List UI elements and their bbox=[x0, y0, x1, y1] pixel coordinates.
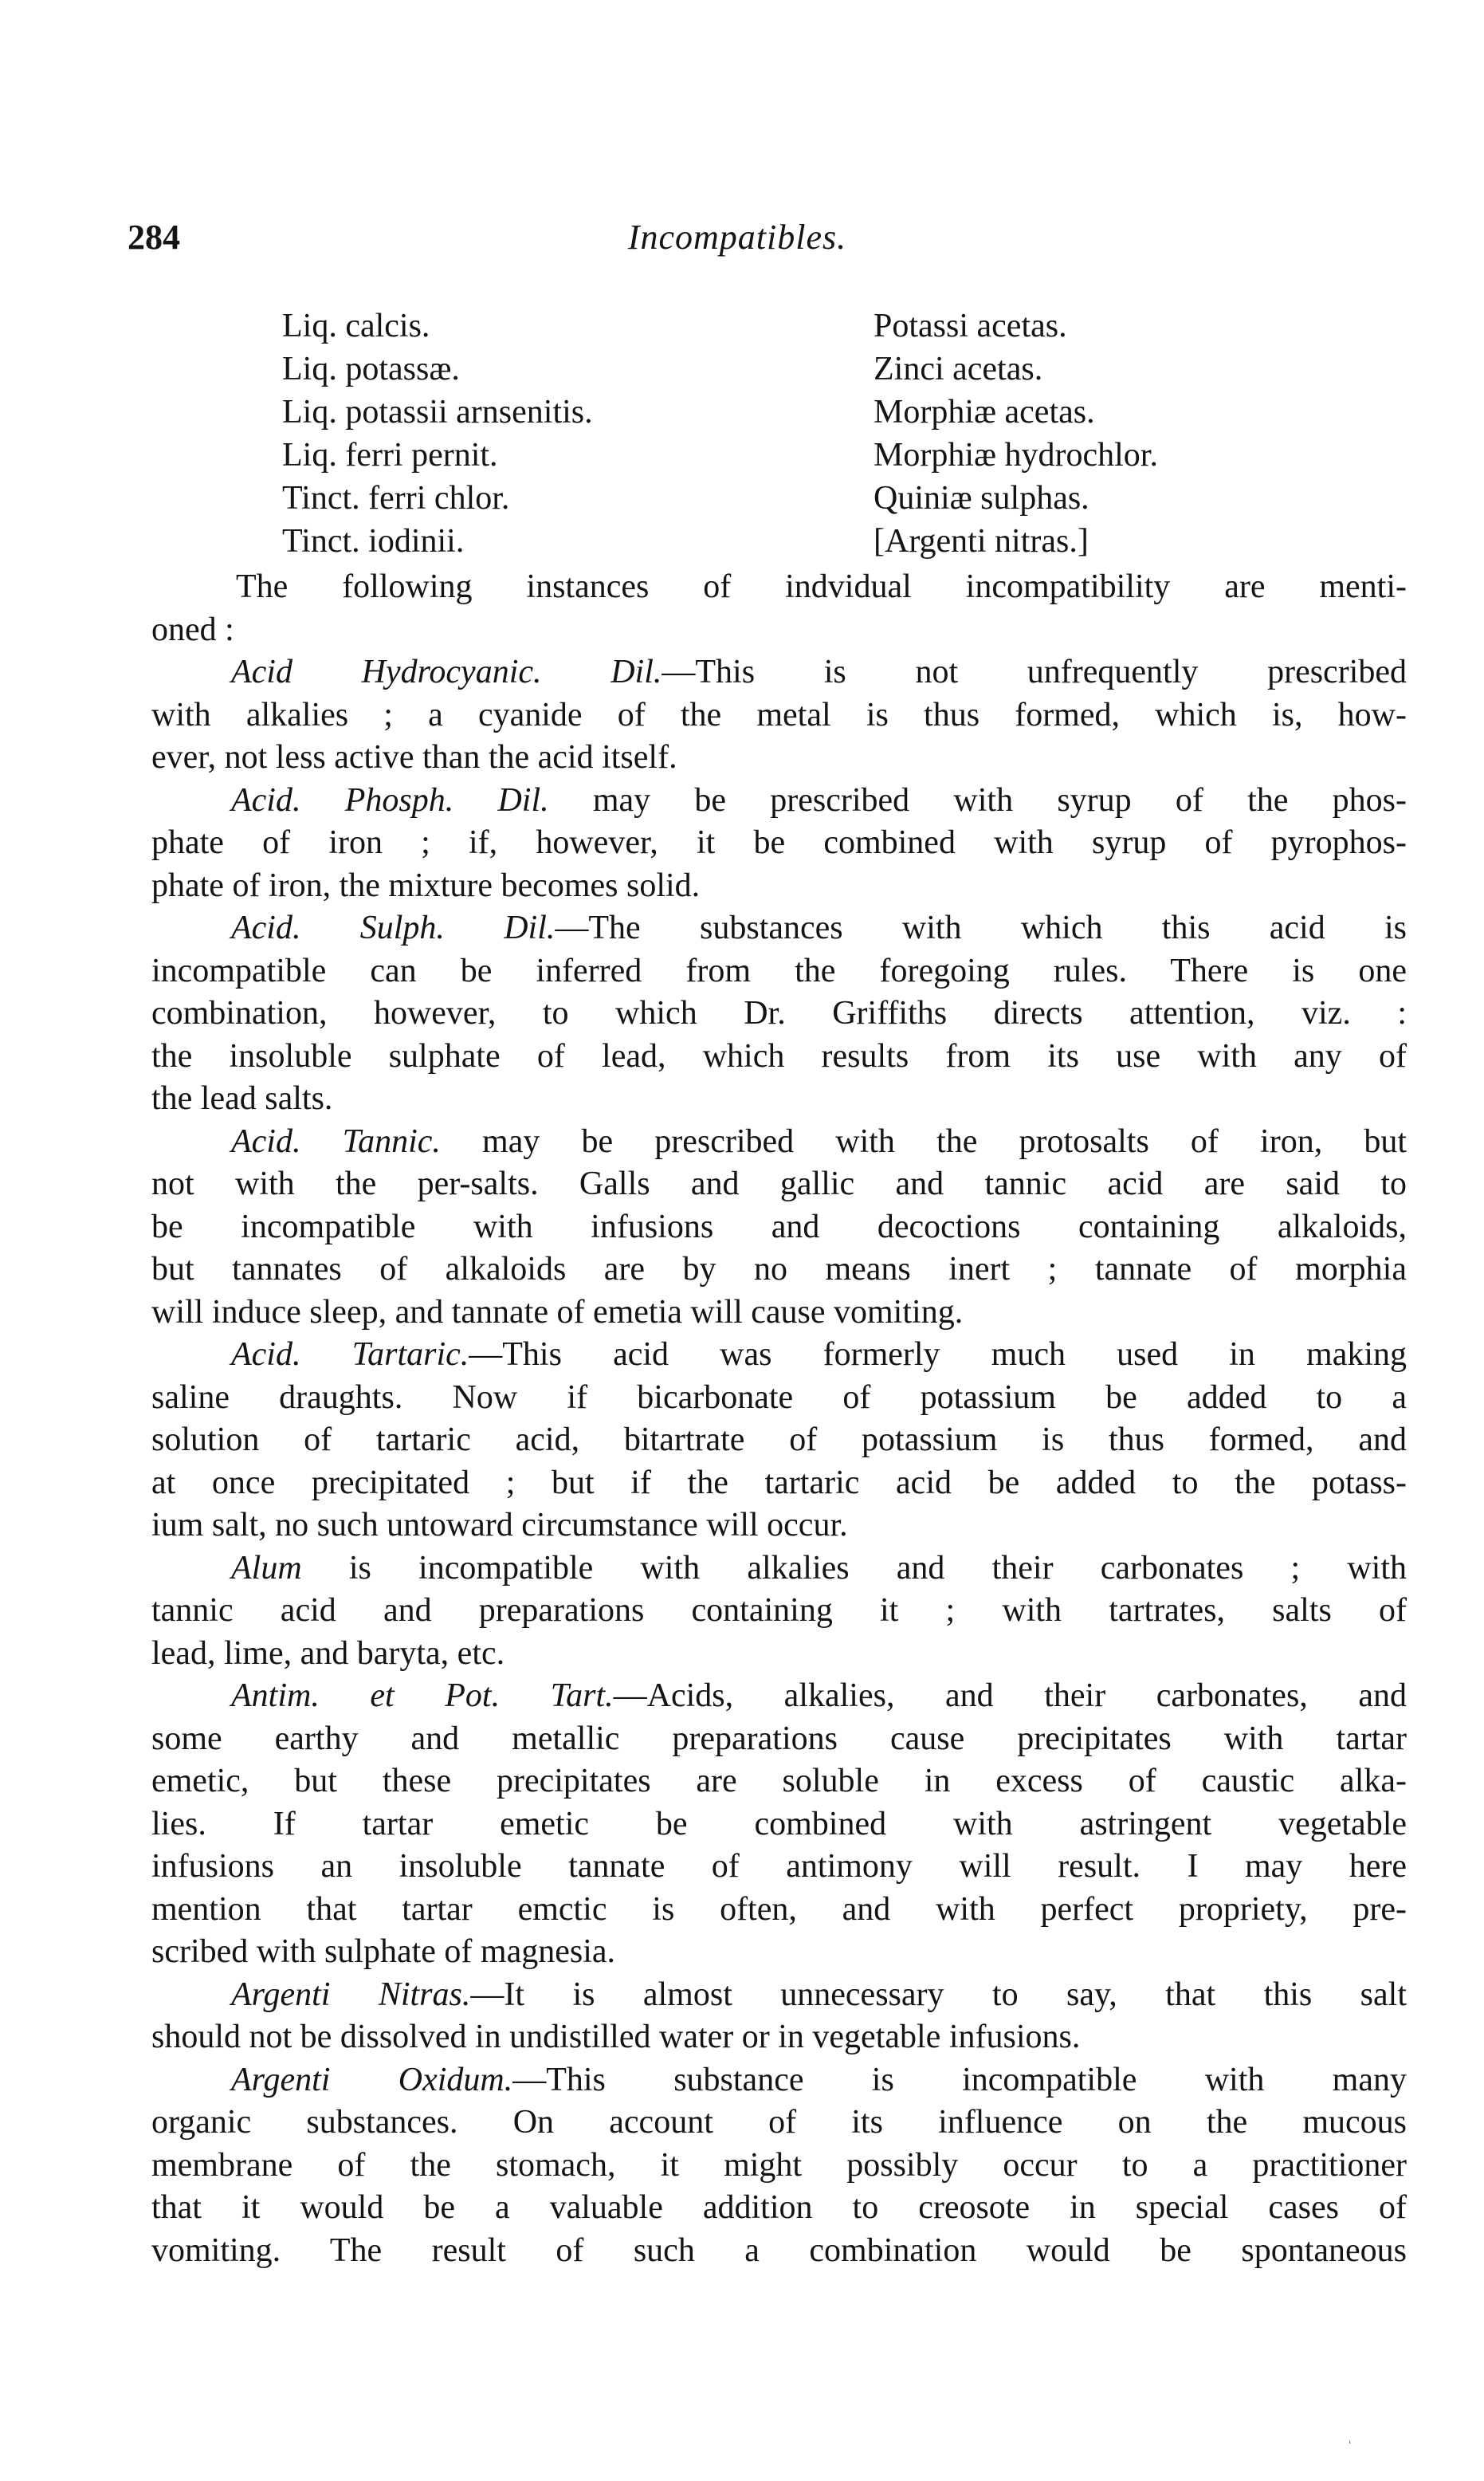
para-line: but tannates of alkaloids are by no means inert ; tannate of morphia bbox=[151, 1251, 1407, 1288]
drug-term: Alum bbox=[231, 1549, 302, 1587]
para-line bbox=[151, 1675, 1407, 1718]
para-line: some earthy and metallic preparations cause precipitates with tartar bbox=[151, 1720, 1407, 1757]
paragraph bbox=[151, 1675, 1407, 1974]
para-line: membrane of the stomach, it might possibly occur to a practitioner bbox=[151, 2146, 1407, 2184]
list-row bbox=[282, 305, 1334, 348]
body-text bbox=[151, 566, 1407, 2272]
page-header bbox=[128, 217, 1347, 273]
list-item-left: Liq. ferri pernit. bbox=[282, 437, 498, 474]
para-line bbox=[151, 2059, 1407, 2102]
para-lead-text: may be prescribed with syrup of the phos- bbox=[548, 781, 1407, 819]
paragraph bbox=[151, 2059, 1407, 2273]
para-line: ium salt, no such untoward circumstance will occur. bbox=[151, 1507, 848, 1543]
para-line: lies. If tartar emetic be combined with astringent vegetable bbox=[151, 1805, 1407, 1842]
para-line: will induce sleep, and tannate of emetia will cause vomiting. bbox=[151, 1293, 964, 1331]
para-lead-text: —This is not unfrequently prescribed bbox=[662, 654, 1407, 690]
drug-term: Argenti Oxidum. bbox=[231, 2061, 513, 2098]
para-line: The following instances of indvidual incompatibility are menti- bbox=[236, 568, 1407, 605]
para-lead-text: may be prescribed with the protosalts of iron, but bbox=[440, 1123, 1407, 1160]
list-item-left: Tinct. iodinii. bbox=[282, 523, 465, 560]
stray-mark: ˌ bbox=[1347, 2424, 1353, 2444]
para-line bbox=[151, 651, 1407, 694]
para-lead-text: —Acids, alkalies, and their carbonates, and bbox=[613, 1677, 1407, 1714]
drug-term: Acid Hydrocyanic. Dil. bbox=[231, 654, 662, 690]
list-item-left: Liq. potassii arnsenitis. bbox=[282, 394, 593, 431]
para-line: with alkalies ; a cyanide of the metal is thus formed, which is, how- bbox=[151, 696, 1407, 733]
para-line: infusions an insoluble tannate of antimony will result. I may here bbox=[151, 1848, 1407, 1885]
para-lead-text: —The substances with which this acid is bbox=[555, 910, 1407, 946]
para-line bbox=[151, 1547, 1407, 1590]
para-line: at once precipitated ; but if the tartaric acid be added to the potass- bbox=[151, 1464, 1407, 1501]
list-item-right: Morphiæ acetas. bbox=[874, 394, 1095, 431]
para-line: incompatible can be inferred from the foregoing rules. There is one bbox=[151, 952, 1407, 989]
para-line: lead, lime, and baryta, etc. bbox=[151, 1634, 505, 1672]
para-line bbox=[151, 1121, 1407, 1164]
paragraph bbox=[151, 1974, 1407, 2059]
list-item-right: Quiniæ sulphas. bbox=[874, 480, 1089, 517]
para-line bbox=[151, 907, 1407, 950]
para-line: be incompatible with infusions and decoctions containing alkaloids, bbox=[151, 1208, 1407, 1245]
page-number: 284 bbox=[128, 218, 180, 257]
list-row bbox=[282, 391, 1334, 434]
para-line: solution of tartaric acid, bitartrate of potassium is thus formed, and bbox=[151, 1421, 1407, 1458]
para-line bbox=[151, 1334, 1407, 1377]
list-item-right: Zinci acetas. bbox=[874, 351, 1043, 387]
para-line: that it would be a valuable addition to creosote in special cases of bbox=[151, 2189, 1407, 2226]
list-row bbox=[282, 477, 1334, 520]
paragraph bbox=[151, 1121, 1407, 1335]
para-line: tannic acid and preparations containing it ; with tartrates, salts of bbox=[151, 1592, 1407, 1629]
drug-term: Acid. Tartaric. bbox=[231, 1336, 469, 1373]
list-item-right: Morphiæ hydrochlor. bbox=[874, 437, 1158, 474]
para-line: combination, however, to which Dr. Griffiths directs attention, viz. : bbox=[151, 995, 1407, 1032]
drug-term: Antim. et Pot. Tart. bbox=[231, 1677, 614, 1714]
para-line: phate of iron ; if, however, it be combined with syrup of pyrophos- bbox=[151, 824, 1407, 861]
paragraph bbox=[151, 780, 1407, 908]
para-line: emetic, but these precipitates are soluble in excess of caustic alka- bbox=[151, 1763, 1407, 1799]
running-title: Incompatibles. bbox=[627, 218, 847, 257]
drug-term: Acid. Phosph. Dil. bbox=[231, 781, 549, 819]
para-line: ever, not less active than the acid itself. bbox=[151, 739, 677, 776]
para-lead-text: —It is almost unnecessary to say, that this salt bbox=[470, 1976, 1407, 2013]
para-line: scribed with sulphate of magnesia. bbox=[151, 1933, 616, 1970]
drug-term: Argenti Nitras. bbox=[231, 1976, 471, 2013]
para-line: saline draughts. Now if bicarbonate of potassium be added to a bbox=[151, 1378, 1407, 1416]
paragraph bbox=[151, 1547, 1407, 1676]
list-row bbox=[282, 520, 1334, 563]
paragraph bbox=[151, 1334, 1407, 1547]
para-line: oned : bbox=[151, 611, 234, 648]
para-lead-text: —This acid was formerly much used in making bbox=[469, 1336, 1407, 1373]
list-item-left: Liq. calcis. bbox=[282, 308, 430, 344]
para-line bbox=[151, 1974, 1407, 2017]
para-line: vomiting. The result of such a combination would be spontaneous bbox=[151, 2231, 1407, 2269]
list-item-right: Potassi acetas. bbox=[874, 308, 1067, 344]
incompatibles-list bbox=[282, 305, 1334, 563]
para-line: the lead salts. bbox=[151, 1080, 333, 1117]
para-line: mention that tartar emctic is often, and with perfect propriety, pre- bbox=[151, 1890, 1407, 1928]
list-item-left: Liq. potassæ. bbox=[282, 351, 460, 387]
list-item-left: Tinct. ferri chlor. bbox=[282, 480, 510, 517]
paragraph bbox=[151, 651, 1407, 780]
intro-paragraph bbox=[151, 566, 1407, 651]
para-line: not with the per-salts. Galls and gallic and tannic acid are said to bbox=[151, 1166, 1407, 1202]
list-row bbox=[282, 348, 1334, 391]
para-lead-text: is incompatible with alkalies and their carbonates ; with bbox=[301, 1549, 1407, 1587]
drug-term: Acid. Tannic. bbox=[231, 1123, 441, 1160]
para-lead-text: —This substance is incompatible with many bbox=[512, 2061, 1407, 2098]
list-row bbox=[282, 434, 1334, 477]
para-line: the insoluble sulphate of lead, which results from its use with any of bbox=[151, 1037, 1407, 1075]
list-item-right: [Argenti nitras.] bbox=[874, 523, 1089, 560]
para-line: organic substances. On account of its influence on the mucous bbox=[151, 2104, 1407, 2141]
drug-term: Acid. Sulph. Dil. bbox=[231, 910, 556, 946]
para-line: should not be dissolved in undistilled water or in vegetable infusions. bbox=[151, 2019, 1081, 2055]
para-line bbox=[151, 780, 1407, 823]
para-line: phate of iron, the mixture becomes solid. bbox=[151, 867, 701, 904]
paragraph bbox=[151, 907, 1407, 1121]
